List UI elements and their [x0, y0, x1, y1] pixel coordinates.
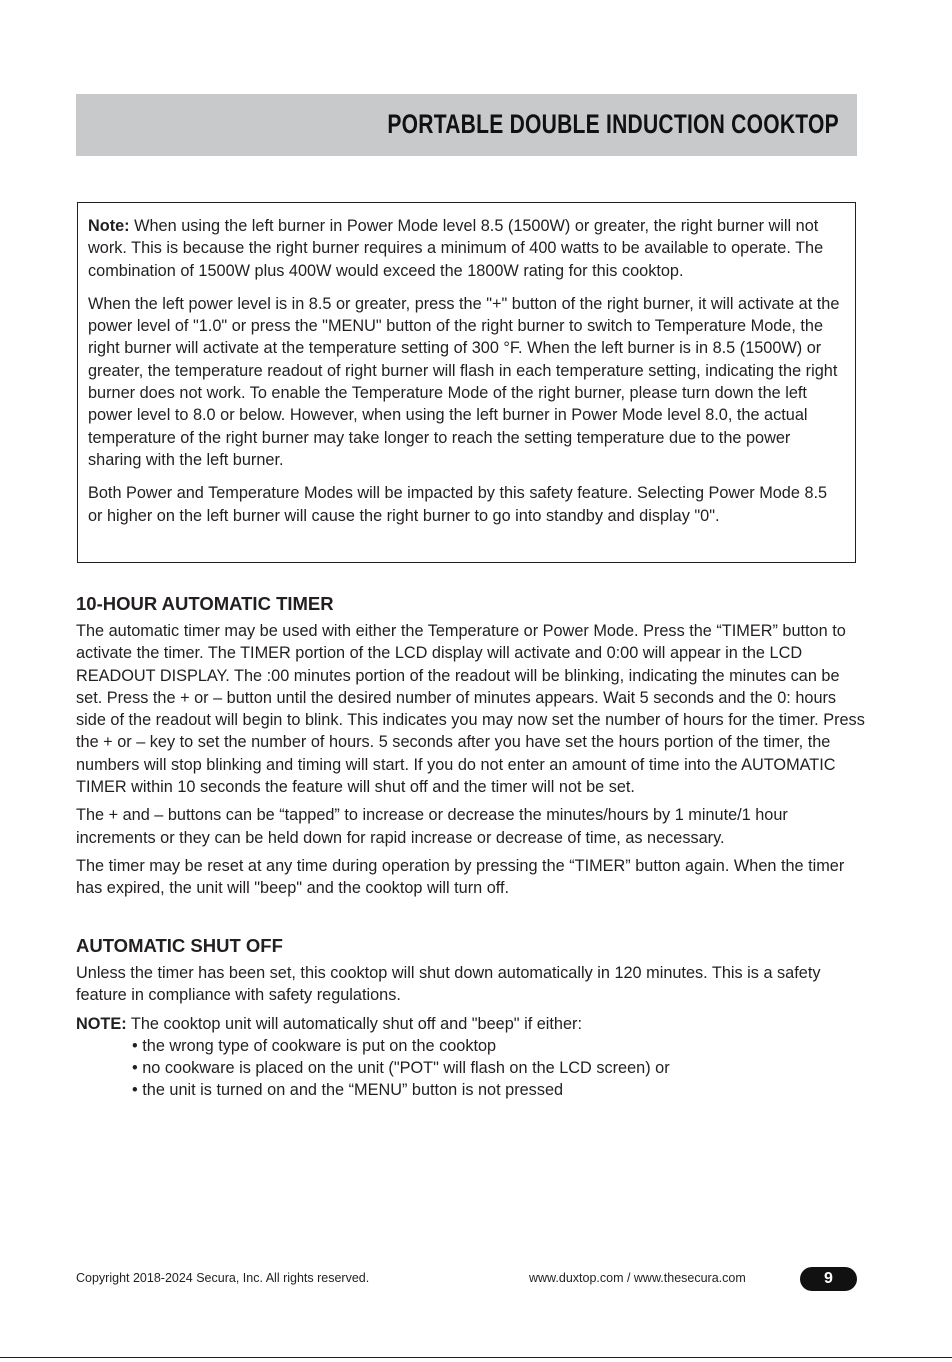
timer-section-body	[76, 620, 866, 900]
page-title: PORTABLE DOUBLE INDUCTION COOKTOP	[387, 109, 839, 139]
note-text: When using the left burner in Power Mode level 8.5 (1500W) or greater, the right burner will not work. This is because the right burner requires a minimum of 400 watts to be available to operate. The combination of 1500W plus 400W would exceed the 1800W rating for this cooktop.	[88, 217, 824, 280]
shutoff-heading: AUTOMATIC SHUT OFF	[76, 935, 283, 956]
note-paragraph-3: Both Power and Temperature Modes will be impacted by this safety feature. Selecting Power Mode 8.5 or higher on the left burner will cause the right burner to go into standby and display "0".	[88, 484, 828, 525]
timer-paragraph-2: The + and – buttons can be “tapped” to increase or decrease the minutes/hours by 1 minute/1 hour increments or they can be held down for rapid increase or decrease of time, as necessary.	[76, 806, 788, 847]
shutoff-note	[76, 1013, 866, 1035]
page-header	[76, 94, 857, 156]
bottom-divider	[0, 1357, 952, 1358]
footer-copyright: Copyright 2018-2024 Secura, Inc. All rights reserved.	[76, 1271, 370, 1285]
timer-paragraph-1: The automatic timer may be used with either the Temperature or Power Mode. Press the “TIMER” button to activate the timer. The TIMER portion of the LCD display will activate and 0:00 will appear in the LCD READOUT DISPLAY. The :00 minutes portion of the readout will be blinking, indicating the minutes can be set. Press the + or – button until the desired number of minutes appears. Wait 5 seconds and the 0: hours side of the readout will begin to blink. This indicates you may now set the number of hours for the timer. Press the + or – key to set the number of hours. 5 seconds after you have set the hours portion of the timer, the numbers will stop blinking and timing will start. If you do not enter an amount of time into the AUTOMATIC TIMER within 10 seconds the feature will shut off and the timer will not be set.	[76, 622, 865, 797]
shutoff-note-label: NOTE:	[76, 1014, 127, 1033]
footer-websites: www.duxtop.com / www.thesecura.com	[529, 1271, 746, 1285]
page-number-badge: 9	[800, 1267, 857, 1291]
list-item: • the unit is turned on and the “MENU” button is not pressed	[132, 1079, 866, 1101]
shutoff-section-body	[76, 962, 866, 1102]
note-paragraph-1	[88, 215, 845, 282]
timer-paragraph-3: The timer may be reset at any time during operation by pressing the “TIMER” button again. When the timer has expired, the unit will "beep" and the cooktop will turn off.	[76, 856, 845, 898]
note-label: Note:	[88, 217, 130, 235]
note-box	[77, 202, 856, 563]
shutoff-paragraph-1: Unless the timer has been set, this cooktop will shut down automatically in 120 minutes. This is a safety feature in compliance with safety regulations.	[76, 964, 821, 1005]
shutoff-bullet-list	[76, 1035, 866, 1102]
timer-heading: 10-HOUR AUTOMATIC TIMER	[76, 593, 334, 614]
shutoff-note-text: The cooktop unit will automatically shut off and "beep" if either:	[126, 1014, 582, 1033]
note-paragraph-2: When the left power level is in 8.5 or greater, press the "+" button of the right burner, it will activate at the power level of "1.0" or press the "MENU" button of the right burner to switch to Temperature Mode, the right burner will activate at the temperature setting of 300 °F. When the left burner is in 8.5 (1500W) or greater, the temperature readout of right burner will flash in each temperature setting, indicating the right burner does not work. To enable the Temperature Mode of the right burner, please turn down the left power level to 8.0 or below. However, when using the left burner in Power Mode level 8.0, the actual temperature of the right burner may take longer to reach the setting temperature due to the power sharing with the left burner.	[88, 294, 840, 469]
list-item: • no cookware is placed on the unit ("POT" will flash on the LCD screen) or	[132, 1057, 866, 1079]
list-item: • the wrong type of cookware is put on the cooktop	[132, 1035, 866, 1057]
